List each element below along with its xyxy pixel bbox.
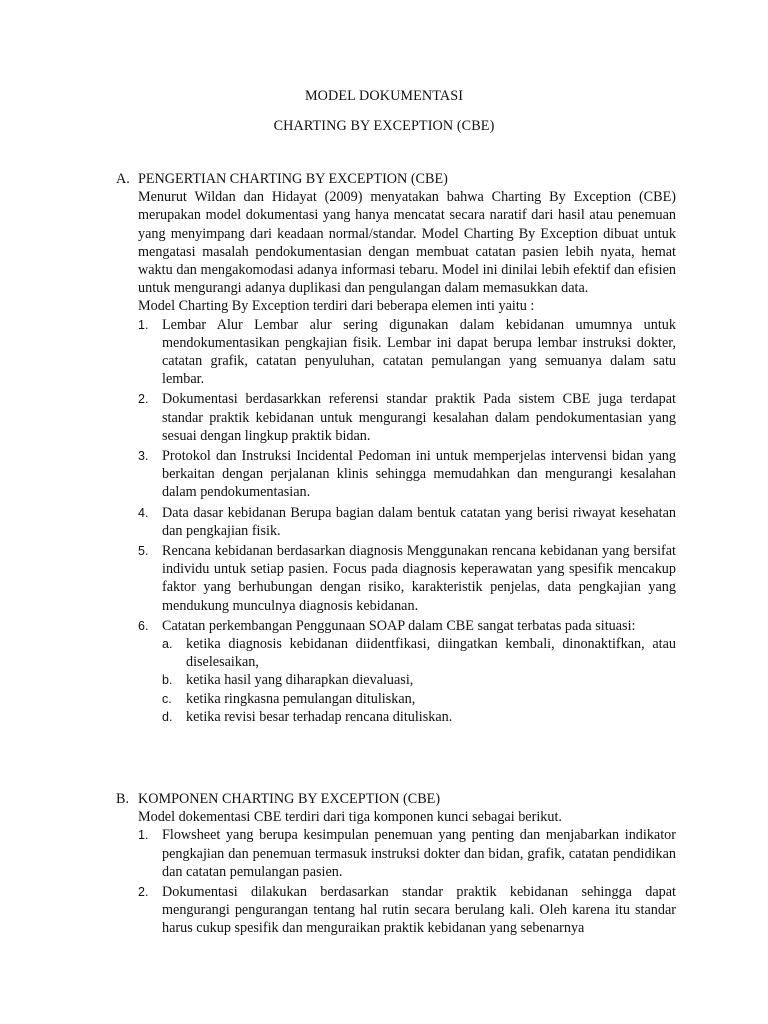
section-b-heading-text: KOMPONEN CHARTING BY EXCEPTION (CBE) [138,791,441,807]
list-item-text: Rencana kebidanan berdasarkan diagnosis Menggunakan rencana kebidanan yang bersifat individu untuk setiap pasien. Focus pada diagnosis keperawatan yang spesifik mencakup faktor yang berhubungan dengan risiko, karakteristik penjelas, data pengkajian yang mendukung munculnya diagnosis kebidanan. [162,543,676,614]
list-item-text: Data dasar kebidanan Berupa bagian dalam bentuk catatan yang berisi riwayat kesehatan dan pengkajian fisik. [162,504,676,539]
section-b-letter: B. [116,791,130,807]
section-a-heading [116,170,676,188]
list-number: 1. [138,317,149,332]
section-b-intro: Model dokementasi CBE terdiri dari tiga komponen kunci sebagai berikut. [138,809,562,826]
sublist-item [162,708,676,726]
sublist-letter: d. [162,709,173,724]
sublist-letter: a. [162,637,173,652]
list-number: 1. [138,828,149,843]
section-a [116,170,676,726]
section-b-list [138,826,676,937]
list-number: 4. [138,505,149,520]
document-title: MODEL DOKUMENTASI [304,88,464,104]
list-number: 5. [138,544,149,559]
sublist-item [162,690,676,708]
sublist-item-text: ketika ringkasna pemulangan dituliskan, [186,690,416,707]
list-item [138,826,676,881]
list-item [138,883,676,938]
list-item [138,542,676,615]
section-b [116,790,676,938]
list-item-text: Dokumentasi dilakukan berdasarkan standar praktik kebidanan sehingga dapat mengurangi pengurangan tentang hal rutin secara berulang kali. Oleh karena itu standar harus cukup spesifik dan menguraikan praktik kebidanan yang sebenarnya [162,884,676,937]
sublist-item [162,635,676,671]
list-item [138,390,676,445]
document-subtitle: CHARTING BY EXCEPTION (CBE) [273,118,495,134]
list-item-text: Flowsheet yang berupa kesimpulan penemuan yang penting dan menjabarkan indikator pengkajian dan penemuan termasuk instruksi dokter dan bidan, grafik, catatan pendidikan dan catatan pemulangan pasien. [162,827,676,880]
section-a-intro: Menurut Wildan dan Hidayat (2009) menyatakan bahwa Charting By Exception (CBE) merupakan model dokumentasi yang hanya mencatat secara naratif dari hasil atau penemuan yang menyimpang dari keadaan normal/standar. Model Charting By Exception dibuat untuk mengatasi masalah pendokumentasian dengan membuat catatan pasien lebih nyata, hemat waktu dan mengakomodasi adanya informasi tebaru. Model ini dinilai lebih efektif dan efisien untuk mengurangi adanya duplikasi dan pengulangan dalam memasukkan data. [138,189,676,297]
section-a-list [138,316,676,726]
sublist-item-text: ketika diagnosis kebidanan diidentfikasi, diingatkan kembali, dinonaktifkan, atau diselesaikan, [186,636,676,671]
section-a-heading-text: PENGERTIAN CHARTING BY EXCEPTION (CBE) [138,171,448,187]
section-b-heading [116,790,676,808]
list-item-text: Catatan perkembangan Penggunaan SOAP dalam CBE sangat terbatas pada situasi: [162,617,636,634]
list-number: 6. [138,618,149,633]
list-item [138,316,676,389]
list-number: 2. [138,885,149,900]
list-item [138,617,676,726]
list-item [138,504,676,540]
sublist-letter: b. [162,673,173,688]
list-number: 2. [138,392,149,407]
list-item-text: Lembar Alur Lembar alur sering digunakan dalam kebidanan umumnya untuk mendokumentasikan pengkajian fisik. Lembar ini dapat berupa lembar instruksi dokter, catatan grafik, catatan penyuluhan, catatan pemulangan yang semuanya dalam satu lembar. [162,316,676,388]
section-a-sublist [162,635,676,726]
list-item-text: Dokumentasi berdasarkkan referensi standar praktik Pada sistem CBE juga terdapat standar praktik kebidanan untuk mengurangi kesalahan dalam pendokumentasian yang sesuai dengan lingkup praktik bidan. [162,391,676,444]
sublist-item [162,671,676,689]
sublist-item-text: ketika revisi besar terhadap rencana dituliskan. [186,708,453,725]
section-a-letter: A. [116,171,130,187]
section-a-lead: Model Charting By Exception terdiri dari beberapa elemen inti yaitu : [138,298,535,315]
list-item [138,447,676,502]
sublist-letter: c. [162,691,172,706]
list-number: 3. [138,449,149,464]
list-item-text: Protokol dan Instruksi Incidental Pedoman ini untuk memperjelas intervensi bidan yang berkaitan dengan perjalanan klinis sehingga memudahkan dan mengurangi kesalahan dalam pendokumentasian. [162,448,676,501]
sublist-item-text: ketika hasil yang diharapkan dievaluasi, [186,672,414,689]
